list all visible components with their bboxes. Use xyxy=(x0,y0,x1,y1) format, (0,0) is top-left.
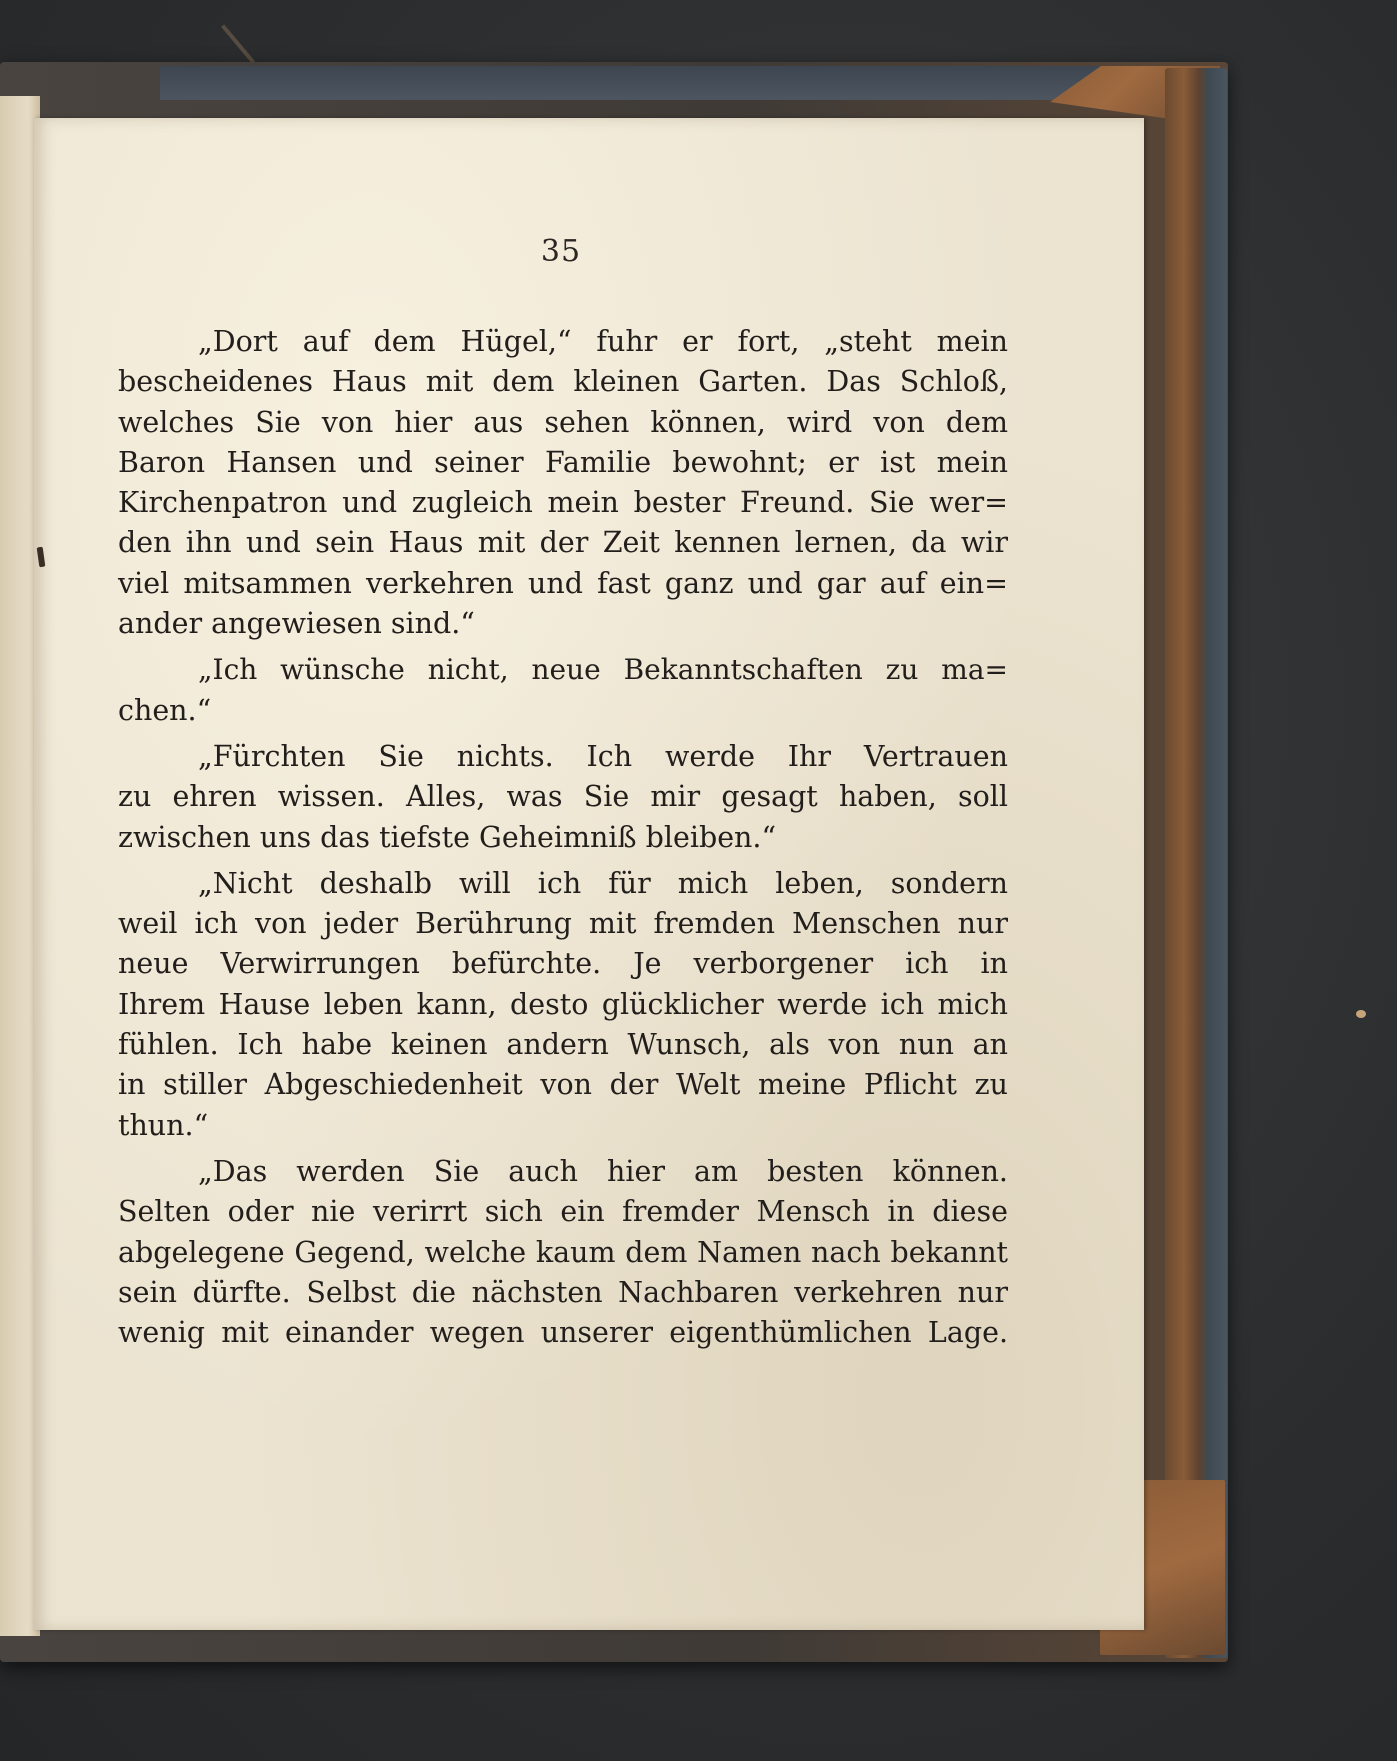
text-line: „Ich wünsche nicht, neue Bekanntschaften zu ma= xyxy=(198,653,1008,687)
paragraph-2 xyxy=(118,650,1008,731)
text-line: thun.“ xyxy=(118,1108,209,1142)
text-line: chen.“ xyxy=(118,693,212,727)
text-line: sein dürfte. Selbst die nächsten Nachbaren verkehren nur xyxy=(118,1275,1008,1309)
paragraph-5 xyxy=(118,1152,1008,1353)
text-line: abgelegene Gegend, welche kaum dem Namen nach bekannt xyxy=(118,1235,1008,1269)
paragraph-3 xyxy=(118,737,1008,858)
page-number: 35 xyxy=(540,234,582,269)
text-line: „Dort auf dem Hügel,“ fuhr er fort, „steht mein xyxy=(198,325,1008,358)
page-text xyxy=(118,322,1008,1353)
text-line: „Fürchten Sie nichts. Ich werde Ihr Vertrauen xyxy=(198,739,1008,773)
text-line: Kirchenpatron und zugleich mein bester Freund. Sie wer= xyxy=(118,486,1008,520)
paragraph-1 xyxy=(118,322,1008,644)
text-line: Baron Hansen und seiner Familie bewohnt; er ist mein xyxy=(118,445,1008,479)
text-line: zwischen uns das tiefste Geheimniß bleiben.“ xyxy=(118,820,777,854)
text-line: welches Sie von hier aus sehen können, wird von dem xyxy=(118,405,1008,439)
text-line: viel mitsammen verkehren und fast ganz und gar auf ein= xyxy=(118,566,1008,600)
text-line: wenig mit einander wegen unserer eigenthümlichen Lage. xyxy=(118,1316,1008,1350)
margin-mark xyxy=(1356,1010,1366,1018)
text-line: ander angewiesen sind.“ xyxy=(118,607,475,641)
paragraph-4 xyxy=(118,864,1008,1146)
text-line: Ihrem Hause leben kann, desto glücklicher werde ich mich xyxy=(118,987,1008,1021)
text-line: „Nicht deshalb will ich für mich leben, sondern xyxy=(198,866,1008,900)
text-line: in stiller Abgeschiedenheit von der Welt meine Pflicht zu xyxy=(118,1068,1008,1102)
text-line: „Das werden Sie auch hier am besten können. xyxy=(198,1154,1008,1188)
text-line: zu ehren wissen. Alles, was Sie mir gesagt haben, soll xyxy=(118,780,1008,814)
text-line: bescheidenes Haus mit dem kleinen Garten. Das Schloß, xyxy=(118,365,1008,399)
text-line: fühlen. Ich habe keinen andern Wunsch, als von nun an xyxy=(118,1028,1008,1062)
text-line: neue Verwirrungen befürchte. Je verborgener ich in xyxy=(118,947,1008,981)
text-line: Selten oder nie verirrt sich ein fremder Mensch in diese xyxy=(118,1195,1008,1229)
text-line: den ihn und sein Haus mit der Zeit kennen lernen, da wir xyxy=(118,526,1008,560)
leather-edge-right xyxy=(1165,68,1227,1658)
text-line: weil ich von jeder Berührung mit fremden Menschen nur xyxy=(118,907,1008,941)
